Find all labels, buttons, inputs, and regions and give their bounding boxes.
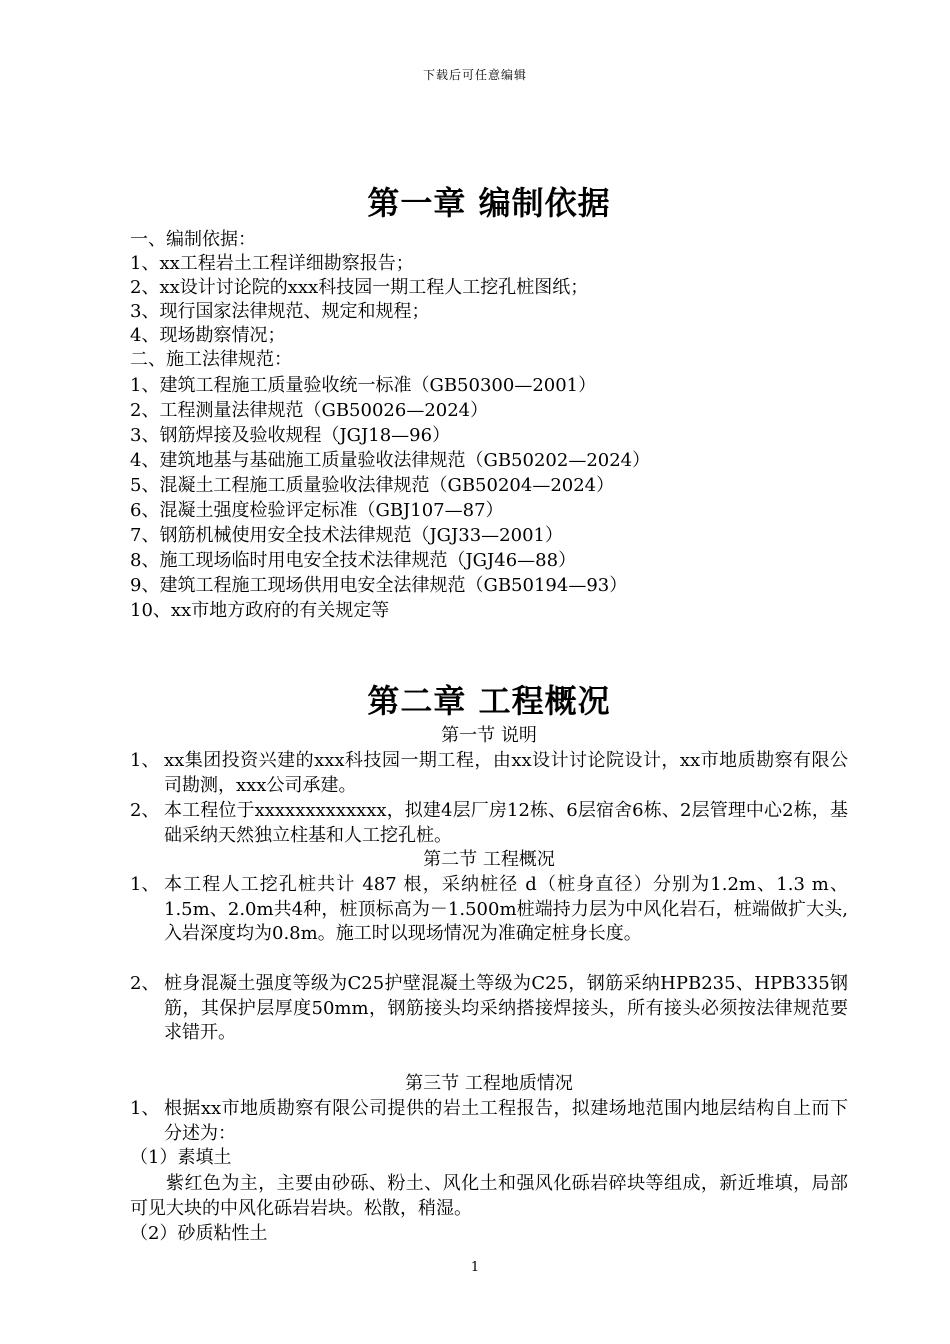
basis-item: 3、现行国家法律规范、规定和规程； bbox=[130, 301, 430, 322]
section-3-title: 第三节 工程地质情况 bbox=[405, 1073, 573, 1094]
item-text: xx集团投资兴建的xxx科技园一期工程，由xx设计讨论院设计，xx市地质勘察有限公司勘测，xxx公司承建。 bbox=[164, 750, 848, 796]
standards-heading: 二、施工法律规范： bbox=[130, 349, 292, 370]
header-note: 下载后可任意编辑 bbox=[422, 68, 527, 82]
standard-item: 2、工程测量法律规范（GB50026—2024） bbox=[130, 400, 489, 421]
item-number: 1、 bbox=[130, 874, 160, 895]
item-text: 桩身混凝土强度等级为C25护壁混凝土等级为C25，钢筋采纳HPB235、HPB335钢筋，其保护层厚度50mm，钢筋接头均采纳搭接焊接头，所有接头必须按法律规范要求错开。 bbox=[164, 973, 848, 1043]
standard-item: 4、建筑地基与基础施工质量验收法律规范（GB50202—2024） bbox=[130, 450, 651, 471]
item-number: 1、 bbox=[130, 750, 160, 771]
item-number: 2、 bbox=[130, 973, 160, 994]
standard-item: 3、钢筋焊接及验收规程（JGJ18—96） bbox=[130, 425, 451, 446]
section-2-item bbox=[130, 972, 848, 1046]
standard-item: 10、xx市地方政府的有关规定等 bbox=[130, 600, 390, 621]
page-number: 1 bbox=[470, 1260, 480, 1275]
item-text: 根据xx市地质勘察有限公司提供的岩土工程报告，拟建场地范围内地层结构自上而下分述为： bbox=[164, 1098, 848, 1144]
standard-item: 5、混凝土工程施工质量验收法律规范（GB50204—2024） bbox=[130, 475, 615, 496]
chapter-2-title: 第二章 工程概况 bbox=[367, 682, 611, 720]
basis-item: 4、现场勘察情况； bbox=[130, 325, 286, 346]
standard-item: 7、钢筋机械使用安全技术法律规范（JGJ33—2001） bbox=[130, 525, 563, 546]
standard-item: 8、施工现场临时用电安全技术法律规范（JGJ46—88） bbox=[130, 550, 577, 571]
soil-layer-2-title: （2）砂质粘性土 bbox=[130, 1223, 268, 1244]
soil-layer-1-description: 紫红色为主，主要由砂砾、粉土、风化土和强风化砾岩碎块等组成，新近堆填，局部可见大块的中风化砾岩岩块。松散，稍湿。 bbox=[130, 1173, 848, 1219]
item-text: 本工程人工挖孔桩共计 487 根，采纳桩径 d（桩身直径）分别为1.2m、1.3 m、1.5m、2.0m共4种，桩顶标高为－1.500m桩端持力层为中风化岩石，桩端做扩大头,入岩深度均为0.8m。施工时以现场情况为准确定桩身长度。 bbox=[164, 874, 848, 944]
standard-item: 1、建筑工程施工质量验收统一标准（GB50300—2001） bbox=[130, 375, 597, 396]
basis-heading: 一、编制依据： bbox=[130, 229, 256, 250]
section-3-item bbox=[130, 1097, 848, 1146]
section-2-item bbox=[130, 873, 848, 947]
section-1-item bbox=[130, 749, 848, 798]
basis-item: 2、xx设计讨论院的xxx科技园一期工程人工挖孔桩图纸； bbox=[130, 277, 589, 298]
standard-item: 9、建筑工程施工现场供用电安全法律规范（GB50194—93） bbox=[130, 575, 628, 596]
basis-item: 1、xx工程岩土工程详细勘察报告； bbox=[130, 253, 414, 274]
section-1-item bbox=[130, 799, 848, 848]
section-1-title: 第一节 说明 bbox=[441, 725, 537, 746]
item-number: 1、 bbox=[130, 1098, 160, 1119]
soil-layer-1-title: （1）素填土 bbox=[130, 1147, 232, 1168]
standard-item: 6、混凝土强度检验评定标准（GBJ107—87） bbox=[130, 500, 504, 521]
item-text: 本工程位于xxxxxxxxxxxxx，拟建4层厂房12栋、6层宿舍6栋、2层管理中心2栋，基础采纳天然独立柱基和人工挖孔桩。 bbox=[164, 800, 848, 846]
item-number: 2、 bbox=[130, 800, 160, 821]
section-2-title: 第二节 工程概况 bbox=[423, 849, 555, 870]
chapter-1-title: 第一章 编制依据 bbox=[367, 184, 611, 222]
